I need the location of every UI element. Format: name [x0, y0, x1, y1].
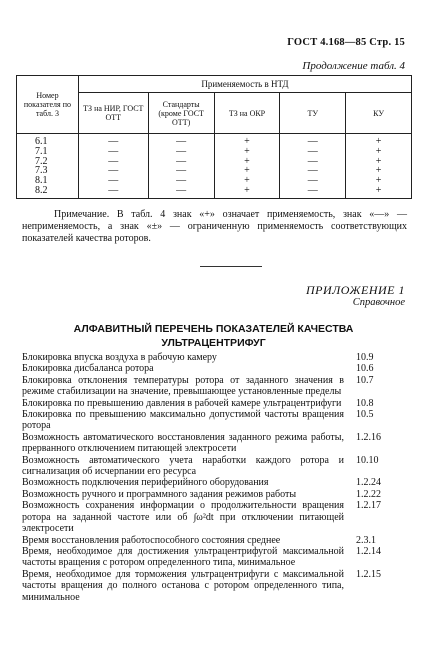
table-note: Примечание. В табл. 4 знак «+» означает применяемость, знак «—» — неприменяемость, а знак «±» — ограниченную применяемость соответствующих показателей качества роторов.: [22, 209, 407, 244]
table-cell: —: [280, 157, 346, 167]
list-item: [22, 546, 407, 569]
index-entry-text: Время, необходимое для достижения ультрацентрифугой максимальной частоты вращения с ротором определенного типа, минимальное: [22, 545, 344, 569]
table-cell: +: [214, 134, 280, 147]
index-entry-ref: 10.5: [356, 409, 374, 421]
column-header: Стандарты (кроме ГОСТ ОТТ): [148, 93, 214, 134]
table-cell: —: [148, 147, 214, 157]
row-number: 8.2: [17, 186, 79, 198]
table-cell: —: [148, 157, 214, 167]
table-cell: +: [214, 147, 280, 157]
table-cell: —: [280, 147, 346, 157]
index-entry-ref: 1.2.22: [356, 488, 381, 500]
table-row: [17, 134, 412, 147]
table-row: [17, 147, 412, 157]
list-item: [22, 432, 407, 455]
row-number: 8.1: [17, 176, 79, 186]
list-item: [22, 409, 407, 432]
index-list: [22, 352, 407, 603]
index-entry-ref: 10.9: [356, 352, 374, 363]
index-entry-ref: 1.2.15: [356, 568, 381, 580]
index-entry-text: Возможность автоматического восстановления заданного режима работы, прерванного отключением питающей электросети: [22, 431, 344, 455]
column-header: КУ: [346, 93, 412, 134]
index-entry-ref: 1.2.24: [356, 477, 381, 489]
list-item: [22, 500, 407, 534]
row-number: 7.3: [17, 166, 79, 176]
index-entry-text: Блокировка по превышению давления в рабочей камере ультрацентрифуги: [22, 397, 342, 409]
index-entry-text: Блокировка впуска воздуха в рабочую камеру: [22, 352, 217, 363]
table-cell: +: [346, 186, 412, 198]
table-cell: —: [148, 134, 214, 147]
appendix-title: [0, 322, 427, 350]
appendix-title-line: УЛЬТРАЦЕНТРИФУГ: [161, 337, 266, 349]
table-row: [17, 186, 412, 198]
table-cell: —: [280, 134, 346, 147]
column-header: ТЗ на НИР, ГОСТ ОТТ: [78, 93, 148, 134]
row-number: 7.2: [17, 157, 79, 167]
table-row: [17, 176, 412, 186]
column-header: ТЗ на ОКР: [214, 93, 280, 134]
index-entry-ref: 1.2.16: [356, 431, 381, 443]
table-cell: —: [78, 147, 148, 157]
table-continuation-label: Продолжение табл. 4: [302, 60, 405, 72]
table-row: [17, 157, 412, 167]
table-cell: —: [78, 166, 148, 176]
index-entry-text: Блокировка отклонения температуры ротора от заданного значения в режиме стабилизации на значение, превышающее установленные пределы: [22, 374, 344, 398]
row-number: 7.1: [17, 147, 79, 157]
table-cell: —: [78, 176, 148, 186]
column-header: ТУ: [280, 93, 346, 134]
index-entry-text: Блокировка по превышению максимально допустимой частоты вращения ротора: [22, 409, 344, 432]
index-entry-text: Возможность подключения периферийного оборудования: [22, 477, 269, 489]
index-entry-ref: 10.10: [356, 454, 379, 466]
table-cell: +: [346, 157, 412, 167]
row-number: 6.1: [17, 134, 79, 147]
index-entry-text: Время восстановления работоспособного состояния среднее: [22, 534, 281, 546]
list-item: [22, 455, 407, 478]
list-item: [22, 477, 407, 488]
table-cell: +: [214, 166, 280, 176]
list-item: [22, 489, 407, 500]
index-entry-text: Время, необходимое для торможения ультрацентрифуги с максимальной частоты вращения до полного останова с ротором определенного типа, минимальное: [22, 568, 344, 603]
applicability-table: [16, 75, 412, 199]
table-cell: —: [280, 176, 346, 186]
index-entry-text: Блокировка дисбаланса ротора: [22, 363, 154, 375]
index-entry-text: Возможность автоматического учета наработки каждого ротора и сигнализация об исчерпании его ресурса: [22, 454, 344, 478]
appendix-label: ПРИЛОЖЕНИЕ 1: [306, 283, 405, 297]
table-cell: +: [214, 176, 280, 186]
appendix-title-line: АЛФАВИТНЫЙ ПЕРЕЧЕНЬ ПОКАЗАТЕЛЕЙ КАЧЕСТВА: [73, 323, 354, 335]
table-cell: +: [214, 157, 280, 167]
index-entry-ref: 1.2.17: [356, 500, 381, 512]
index-entry-ref: 1.2.14: [356, 545, 381, 557]
page-header: ГОСТ 4.168—85 Стр. 15: [287, 37, 405, 48]
index-entry-ref: 10.6: [356, 363, 374, 375]
table-cell: —: [148, 176, 214, 186]
table-cell: —: [280, 186, 346, 198]
table-cell: —: [78, 157, 148, 167]
table-cell: —: [78, 134, 148, 147]
table-cell: —: [78, 186, 148, 198]
table-cell: +: [214, 186, 280, 198]
row-number-header: Номер показателя по табл. 3: [17, 76, 79, 134]
index-entry-ref: 10.8: [356, 397, 374, 409]
table-cell: +: [346, 166, 412, 176]
section-divider: [200, 266, 262, 267]
applicability-group-header: Применяемость в НТД: [78, 76, 411, 93]
table-cell: +: [346, 134, 412, 147]
table-cell: +: [346, 176, 412, 186]
list-item: [22, 375, 407, 398]
index-entry-ref: 2.3.1: [356, 534, 376, 546]
table-cell: —: [280, 166, 346, 176]
index-entry-ref: 10.7: [356, 374, 374, 386]
list-item: [22, 352, 407, 363]
table-cell: —: [148, 166, 214, 176]
list-item: [22, 398, 407, 409]
table-row: [17, 166, 412, 176]
index-entry-text: Возможность сохранения информации о продолжительности вращения ротора на заданной частоте или об ∫ω²dt при отключении питающей электросети: [22, 500, 344, 535]
list-item: [22, 535, 407, 546]
list-item: [22, 363, 407, 374]
appendix-subtitle: Справочное: [352, 297, 405, 308]
table-cell: +: [346, 147, 412, 157]
index-entry-text: Возможность ручного и программного задания режимов работы: [22, 488, 297, 500]
list-item: [22, 569, 407, 603]
table-cell: —: [148, 186, 214, 198]
